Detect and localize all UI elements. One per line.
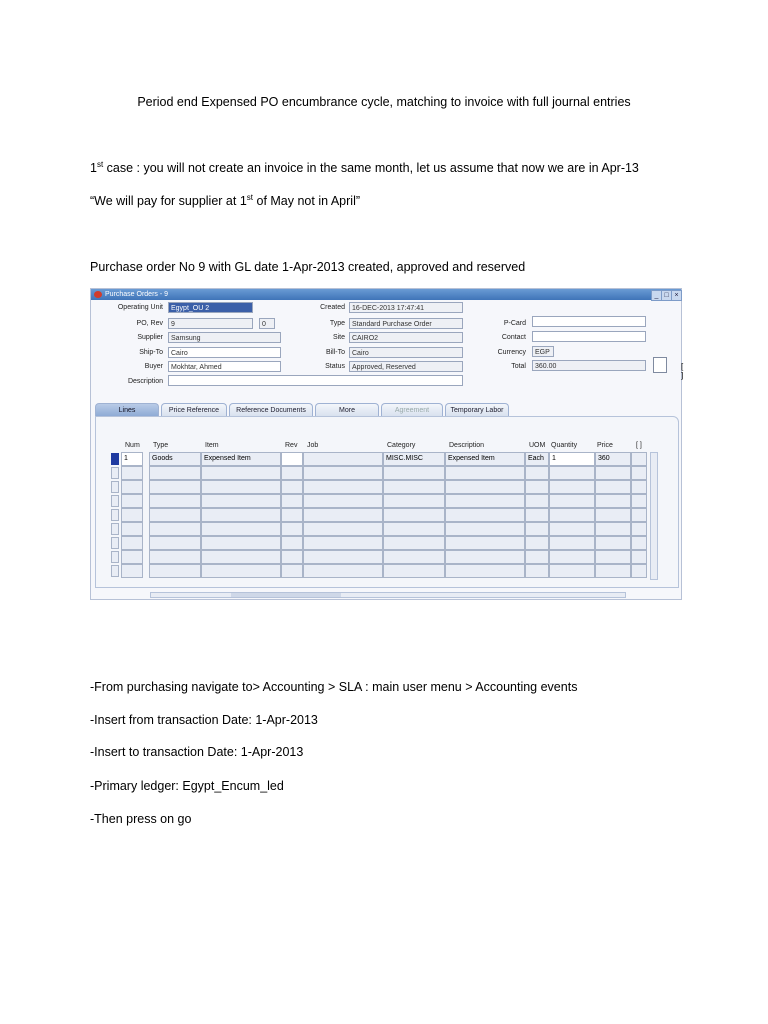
column-select: [ ] xyxy=(636,442,642,449)
row-selector[interactable] xyxy=(111,523,119,535)
grid-cell[interactable] xyxy=(595,466,631,480)
grid-cell[interactable] xyxy=(201,508,281,522)
grid-cell[interactable] xyxy=(201,550,281,564)
grid-cell[interactable] xyxy=(595,536,631,550)
grid-cell[interactable] xyxy=(303,564,383,578)
column-num: Num xyxy=(125,442,140,449)
grid-cell[interactable] xyxy=(631,564,647,578)
grid-cell[interactable] xyxy=(595,508,631,522)
grid-cell[interactable] xyxy=(303,536,383,550)
horizontal-scroll-thumb[interactable] xyxy=(231,593,341,597)
cell-quantity[interactable]: 1 xyxy=(549,452,595,466)
cell-job[interactable] xyxy=(303,452,383,466)
grid-cell[interactable] xyxy=(445,522,525,536)
minimize-icon[interactable]: _ xyxy=(651,290,662,301)
close-icon[interactable]: × xyxy=(671,290,682,301)
grid-cell[interactable] xyxy=(201,480,281,494)
buyer-field[interactable]: Mokhtar, Ahmed xyxy=(168,361,281,372)
oracle-logo-icon xyxy=(94,291,102,298)
case-line: 1st case : you will not create an invoice in the same month, let us assume that now we are in Apr-13 xyxy=(90,160,639,176)
row-selector[interactable] xyxy=(111,537,119,549)
grid-cell[interactable] xyxy=(281,522,303,536)
grid-cell[interactable] xyxy=(549,494,595,508)
po-number-field[interactable]: 9 xyxy=(168,318,253,329)
column-rev: Rev xyxy=(285,442,298,449)
bill-to-field[interactable]: Cairo xyxy=(349,347,463,358)
column-description: Description xyxy=(449,442,485,449)
tab-lines[interactable]: Lines xyxy=(95,403,159,416)
grid-cell[interactable] xyxy=(525,564,549,578)
grid-cell[interactable] xyxy=(595,522,631,536)
grid-cell[interactable] xyxy=(525,466,549,480)
grid-cell[interactable] xyxy=(525,480,549,494)
grid-cell[interactable] xyxy=(631,466,647,480)
grid-cell[interactable] xyxy=(445,508,525,522)
cell-num[interactable]: 1 xyxy=(121,452,143,466)
column-uom: UOM xyxy=(529,442,546,449)
grid-cell[interactable] xyxy=(631,508,647,522)
row-selector[interactable] xyxy=(111,453,119,465)
purchase-orders-window xyxy=(90,288,682,600)
grid-cell[interactable] xyxy=(631,522,647,536)
ship-to-label: Ship-To xyxy=(139,349,163,356)
grid-cell[interactable] xyxy=(525,536,549,550)
grid-cell[interactable] xyxy=(201,494,281,508)
supplier-field[interactable]: Samsung xyxy=(168,332,281,343)
operating-unit-label: Operating Unit xyxy=(117,304,163,311)
grid-cell[interactable] xyxy=(383,480,445,494)
grid-cell[interactable] xyxy=(281,466,303,480)
grid-cell[interactable] xyxy=(445,550,525,564)
created-field: 16-DEC-2013 17:47:41 xyxy=(349,302,463,313)
status-label: Status xyxy=(325,363,345,370)
column-price: Price xyxy=(597,442,613,449)
currency-label: Currency xyxy=(497,349,526,356)
window-titlebar xyxy=(91,289,681,300)
cell-category[interactable]: MISC.MISC xyxy=(383,452,445,466)
grid-cell[interactable] xyxy=(303,494,383,508)
grid-cell[interactable] xyxy=(281,550,303,564)
operating-unit-field[interactable]: Egypt_OU 2 xyxy=(168,302,253,313)
grid-cell[interactable] xyxy=(201,522,281,536)
maximize-icon[interactable]: □ xyxy=(661,290,672,301)
grid-cell[interactable] xyxy=(303,550,383,564)
column-job: Job xyxy=(307,442,319,449)
grid-cell[interactable] xyxy=(281,508,303,522)
checkbox-total[interactable] xyxy=(653,357,667,373)
row-selector[interactable] xyxy=(111,565,119,577)
cell-price[interactable]: 360 xyxy=(595,452,631,466)
type-field[interactable]: Standard Purchase Order xyxy=(349,318,463,329)
grid-cell[interactable] xyxy=(383,494,445,508)
po-rev-label: PO, Rev xyxy=(136,320,163,327)
pay-line: “We will pay for supplier at 1st of May not in April” xyxy=(90,193,361,209)
currency-field[interactable]: EGP xyxy=(532,346,554,357)
vertical-scrollbar[interactable] xyxy=(650,452,658,580)
horizontal-scrollbar[interactable] xyxy=(150,592,626,598)
description-label: Description xyxy=(127,378,163,385)
grid-cell[interactable] xyxy=(525,508,549,522)
grid-cell[interactable] xyxy=(201,536,281,550)
grid-cell[interactable] xyxy=(149,564,201,578)
grid-cell[interactable] xyxy=(383,508,445,522)
grid-cell[interactable] xyxy=(121,536,143,550)
revision-field[interactable]: 0 xyxy=(259,318,275,329)
grid-cell[interactable] xyxy=(281,564,303,578)
contact-field[interactable] xyxy=(532,331,646,342)
description-field[interactable] xyxy=(168,375,463,386)
total-bracket: [ ] xyxy=(681,362,684,380)
grid-cell[interactable] xyxy=(281,536,303,550)
grid-cell[interactable] xyxy=(595,494,631,508)
column-quantity: Quantity xyxy=(551,442,578,449)
grid-cell[interactable] xyxy=(525,494,549,508)
grid-cell[interactable] xyxy=(445,536,525,550)
cell-type[interactable]: Goods xyxy=(149,452,201,466)
column-category: Category xyxy=(387,442,416,449)
grid-cell[interactable] xyxy=(303,466,383,480)
grid-cell[interactable] xyxy=(149,536,201,550)
grid-cell[interactable] xyxy=(525,550,549,564)
p-card-field[interactable] xyxy=(532,316,646,327)
step-line: -Primary ledger: Egypt_Encum_led xyxy=(90,779,284,793)
grid-cell[interactable] xyxy=(549,466,595,480)
total-label: Total xyxy=(511,363,526,370)
grid-cell[interactable] xyxy=(201,466,281,480)
buyer-label: Buyer xyxy=(144,363,163,370)
row-selector[interactable] xyxy=(111,495,119,507)
grid-cell[interactable] xyxy=(201,564,281,578)
grid-cell[interactable] xyxy=(445,466,525,480)
grid-cell[interactable] xyxy=(631,494,647,508)
grid-cell[interactable] xyxy=(121,522,143,536)
window-title: Purchase Orders - 9 xyxy=(105,291,169,298)
grid-cell[interactable] xyxy=(281,480,303,494)
step-line: -From purchasing navigate to> Accounting > SLA : main user menu > Accounting events xyxy=(90,680,578,694)
type-label: Type xyxy=(329,320,345,327)
grid-cell[interactable] xyxy=(383,522,445,536)
grid-cell[interactable] xyxy=(595,480,631,494)
status-field: Approved, Reserved xyxy=(349,361,463,372)
tab-reference-documents[interactable]: Reference Documents xyxy=(229,403,313,416)
grid-cell[interactable] xyxy=(303,508,383,522)
row-selector[interactable] xyxy=(111,551,119,563)
grid-cell[interactable] xyxy=(121,480,143,494)
row-selector[interactable] xyxy=(111,467,119,479)
tab-temporary-labor[interactable]: Temporary Labor xyxy=(445,403,509,416)
grid-cell[interactable] xyxy=(121,494,143,508)
grid-cell[interactable] xyxy=(631,536,647,550)
grid-cell[interactable] xyxy=(549,536,595,550)
grid-cell[interactable] xyxy=(595,550,631,564)
site-label: Site xyxy=(332,334,345,341)
p-card-label: P-Card xyxy=(503,320,526,327)
grid-cell[interactable] xyxy=(149,508,201,522)
grid-cell[interactable] xyxy=(549,522,595,536)
cell-uom[interactable]: Each xyxy=(525,452,549,466)
ship-to-field[interactable]: Cairo xyxy=(168,347,281,358)
column-type: Type xyxy=(153,442,169,449)
grid-cell[interactable] xyxy=(383,550,445,564)
grid-cell[interactable] xyxy=(525,522,549,536)
grid-cell[interactable] xyxy=(383,466,445,480)
total-field: 360.00 xyxy=(532,360,646,371)
grid-cell[interactable] xyxy=(121,564,143,578)
grid-cell[interactable] xyxy=(303,522,383,536)
grid-cell[interactable] xyxy=(631,480,647,494)
grid-cell[interactable] xyxy=(631,550,647,564)
grid-cell[interactable] xyxy=(383,536,445,550)
tab-price-reference[interactable]: Price Reference xyxy=(161,403,227,416)
grid-cell[interactable] xyxy=(549,508,595,522)
step-line: -Insert to transaction Date: 1-Apr-2013 xyxy=(90,745,304,759)
grid-cell[interactable] xyxy=(549,550,595,564)
grid-cell[interactable] xyxy=(281,494,303,508)
grid-cell[interactable] xyxy=(149,494,201,508)
step-line: -Then press on go xyxy=(90,812,192,826)
grid-cell[interactable] xyxy=(149,550,201,564)
grid-cell[interactable] xyxy=(549,564,595,578)
cell-rev[interactable] xyxy=(281,452,303,466)
row-selector[interactable] xyxy=(111,509,119,521)
grid-cell[interactable] xyxy=(549,480,595,494)
supplier-label: Supplier xyxy=(137,334,163,341)
grid-cell[interactable] xyxy=(445,494,525,508)
grid-cell[interactable] xyxy=(303,480,383,494)
grid-cell[interactable] xyxy=(149,466,201,480)
created-label: Created xyxy=(320,304,345,311)
row-selector[interactable] xyxy=(111,481,119,493)
contact-label: Contact xyxy=(501,334,526,341)
grid-cell[interactable] xyxy=(595,564,631,578)
grid-cell[interactable] xyxy=(121,550,143,564)
tab-more[interactable]: More xyxy=(315,403,379,416)
grid-cell[interactable] xyxy=(445,480,525,494)
bill-to-label: Bill-To xyxy=(325,349,345,356)
document-heading: Period end Expensed PO encumbrance cycle, matching to invoice with full journal entries xyxy=(137,95,631,109)
po-line: Purchase order No 9 with GL date 1-Apr-2013 created, approved and reserved xyxy=(90,260,526,274)
grid-cell[interactable] xyxy=(149,522,201,536)
grid-cell[interactable] xyxy=(121,508,143,522)
tab-agreement: Agreement xyxy=(381,403,443,416)
grid-cell[interactable] xyxy=(149,480,201,494)
site-field[interactable]: CAIRO2 xyxy=(349,332,463,343)
grid-cell[interactable] xyxy=(121,466,143,480)
column-item: Item xyxy=(205,442,219,449)
cell-description[interactable]: Expensed Item xyxy=(445,452,525,466)
cell-flag[interactable] xyxy=(631,452,647,466)
cell-item[interactable]: Expensed Item xyxy=(201,452,281,466)
grid-cell[interactable] xyxy=(445,564,525,578)
grid-cell[interactable] xyxy=(383,564,445,578)
step-line: -Insert from transaction Date: 1-Apr-2013 xyxy=(90,713,318,727)
